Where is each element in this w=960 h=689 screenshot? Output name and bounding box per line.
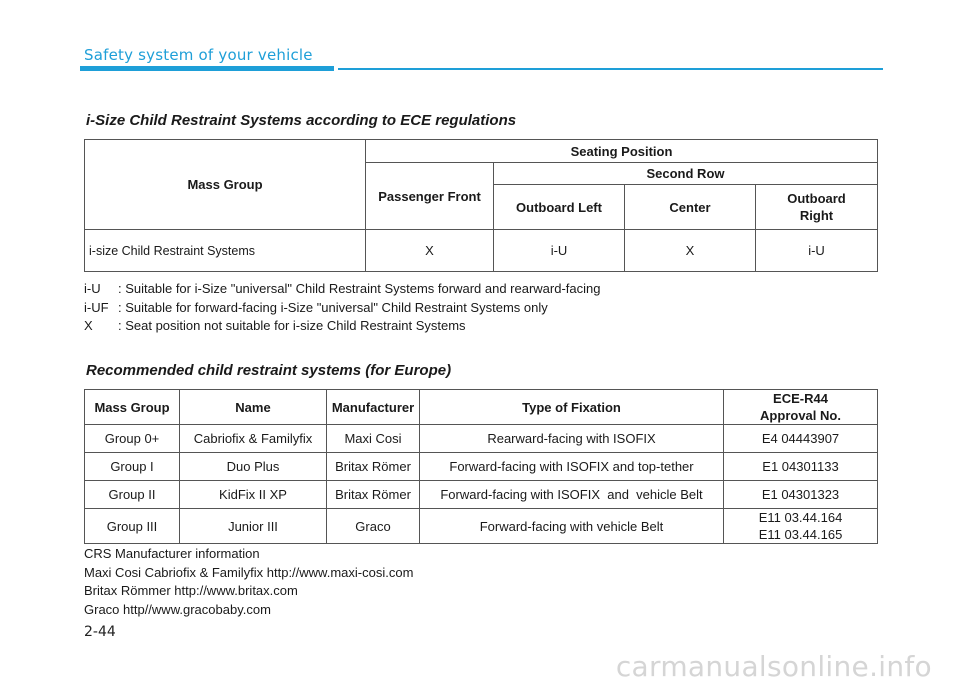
rec-cell-name: KidFix II XP <box>180 481 327 509</box>
rec-cell-approval: E1 04301323 <box>724 481 878 509</box>
table-row <box>85 509 878 544</box>
rec-cell-type: Forward-facing with ISOFIX and top-tether <box>420 453 724 481</box>
rec-cell-mass-group: Group II <box>85 481 180 509</box>
isize-cell-center: X <box>625 230 756 272</box>
isize-header-seating-position: Seating Position <box>366 140 878 163</box>
rec-cell-name: Junior III <box>180 509 327 544</box>
watermark: carmanualsonline.info <box>615 650 932 683</box>
rec-cell-approval: E1 04301133 <box>724 453 878 481</box>
recommended-table <box>84 389 878 544</box>
isize-table <box>84 139 878 272</box>
rec-cell-name: Duo Plus <box>180 453 327 481</box>
rec-cell-type: Forward-facing with vehicle Belt <box>420 509 724 544</box>
crs-info-line: Graco http//www.gracobaby.com <box>84 601 271 617</box>
rec-cell-manufacturer: Britax Römer <box>327 453 420 481</box>
rec-cell-approval: E11 03.44.164 E11 03.44.165 <box>724 509 878 544</box>
isize-legend <box>84 280 600 336</box>
crs-info-line: Britax Römmer http://www.britax.com <box>84 583 298 598</box>
isize-header-outboard-left: Outboard Left <box>494 185 625 230</box>
rec-cell-mass-group: Group I <box>85 453 180 481</box>
page-number: 2-44 <box>84 624 116 640</box>
isize-cell-outboard-right: i-U <box>756 230 878 272</box>
header-bar-thin <box>338 68 883 70</box>
isize-cell-passenger-front: X <box>366 230 494 272</box>
rec-cell-manufacturer: Maxi Cosi <box>327 425 420 453</box>
rec-cell-approval: E4 04443907 <box>724 425 878 453</box>
legend-item: X : Seat position not suitable for i-size Child Restraint Systems <box>84 318 466 333</box>
recommended-section-title: Recommended child restraint systems (for Europe) <box>86 362 452 379</box>
isize-header-outboard-right: Outboard Right <box>756 185 878 230</box>
rec-header-type: Type of Fixation <box>420 390 724 425</box>
table-row <box>85 481 878 509</box>
rec-cell-manufacturer: Britax Römer <box>327 481 420 509</box>
rec-header-mass-group: Mass Group <box>85 390 180 425</box>
table-row <box>85 425 878 453</box>
rec-header-name: Name <box>180 390 327 425</box>
isize-header-mass-group: Mass Group <box>85 140 366 230</box>
crs-manufacturer-info <box>84 545 413 619</box>
isize-header-second-row: Second Row <box>494 163 878 185</box>
crs-info-heading: CRS Manufacturer information <box>84 546 260 561</box>
header-bar-thick <box>80 66 334 71</box>
rec-cell-mass-group: Group 0+ <box>85 425 180 453</box>
isize-header-center: Center <box>625 185 756 230</box>
section-header-title: Safety system of your vehicle <box>84 46 313 64</box>
crs-info-line: Maxi Cosi Cabriofix & Familyfix http://www.maxi-cosi.com <box>84 564 414 580</box>
isize-cell-outboard-left: i-U <box>494 230 625 272</box>
legend-item: i-U : Suitable for i-Size "universal" Child Restraint Systems forward and rearward-facing <box>84 281 601 296</box>
rec-cell-type: Rearward-facing with ISOFIX <box>420 425 724 453</box>
legend-item: i-UF : Suitable for forward-facing i-Size "universal" Child Restraint Systems only <box>84 299 548 315</box>
rec-header-manufacturer: Manufacturer <box>327 390 420 425</box>
isize-row-label: i-size Child Restraint Systems <box>85 230 366 272</box>
rec-cell-name: Cabriofix & Familyfix <box>180 425 327 453</box>
rec-cell-type: Forward-facing with ISOFIX and vehicle Belt <box>420 481 724 509</box>
isize-section-title: i-Size Child Restraint Systems according to ECE regulations <box>86 112 517 129</box>
table-row <box>85 453 878 481</box>
rec-header-approval: ECE-R44 Approval No. <box>724 390 878 425</box>
rec-cell-manufacturer: Graco <box>327 509 420 544</box>
rec-cell-mass-group: Group III <box>85 509 180 544</box>
isize-header-passenger-front: Passenger Front <box>366 163 494 230</box>
